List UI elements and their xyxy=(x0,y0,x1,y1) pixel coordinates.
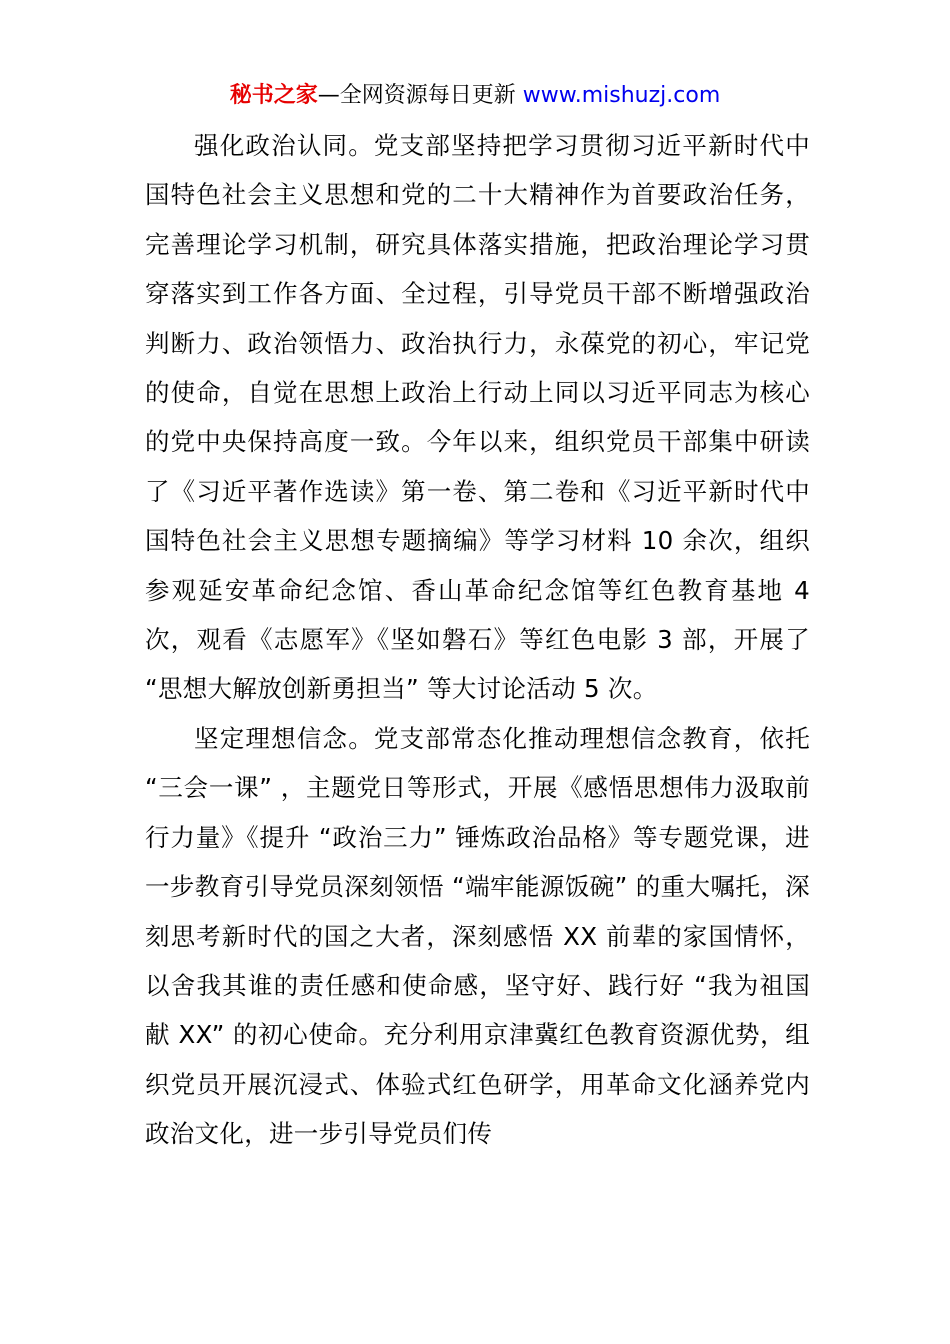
header-tagline: —全网资源每日更新 xyxy=(317,83,516,108)
brand-name: 秘书之家 xyxy=(229,83,318,108)
document-body xyxy=(145,121,810,1159)
paragraph-ideals-beliefs: 坚定理想信念。党支部常态化推动理想信念教育，依托 “三会一课” ，主题党日等形式，开展《感悟思想伟力汲取前行力量》《提升 “政治三力” 锤炼政治品格》等专题党课，进一步教育引导党员深刻领悟 “端牢能源饭碗” 的重大嘱托，深刻思考新时代的国之大者，深刻感悟 XX 前辈的家国情怀，以舍我其谁的责任感和使命感，坚守好、践行好 “我为祖国献 XX” 的初心使命。充分利用京津冀红色教育资源优势，组织党员开展沉浸式、体验式红色研学，用革命文化涵养党内政治文化，进一步引导党员们传 xyxy=(145,723,810,1149)
site-header xyxy=(0,80,950,112)
paragraph-political-identity: 强化政治认同。党支部坚持把学习贯彻习近平新时代中国特色社会主义思想和党的二十大精神作为首要政治任务，完善理论学习机制，研究具体落实措施，把政治理论学习贯穿落实到工作各方面、全过程，引导党员干部不断增强政治判断力、政治领悟力、政治执行力，永葆党的初心，牢记党的使命，自觉在思想上政治上行动上同以习近平同志为核心的党中央保持高度一致。今年以来，组织党员干部集中研读了《习近平著作选读》第一卷、第二卷和《习近平新时代中国特色社会主义思想专题摘编》等学习材料 10 余次，组织参观延安革命纪念馆、香山革命纪念馆等红色教育基地 4 次，观看《志愿军》《坚如磐石》等红色电影 3 部，开展了 “思想大解放创新勇担当” 等大讨论活动 5 次。 xyxy=(145,131,810,704)
site-url-link[interactable]: www.mishuzj.com xyxy=(522,83,721,108)
